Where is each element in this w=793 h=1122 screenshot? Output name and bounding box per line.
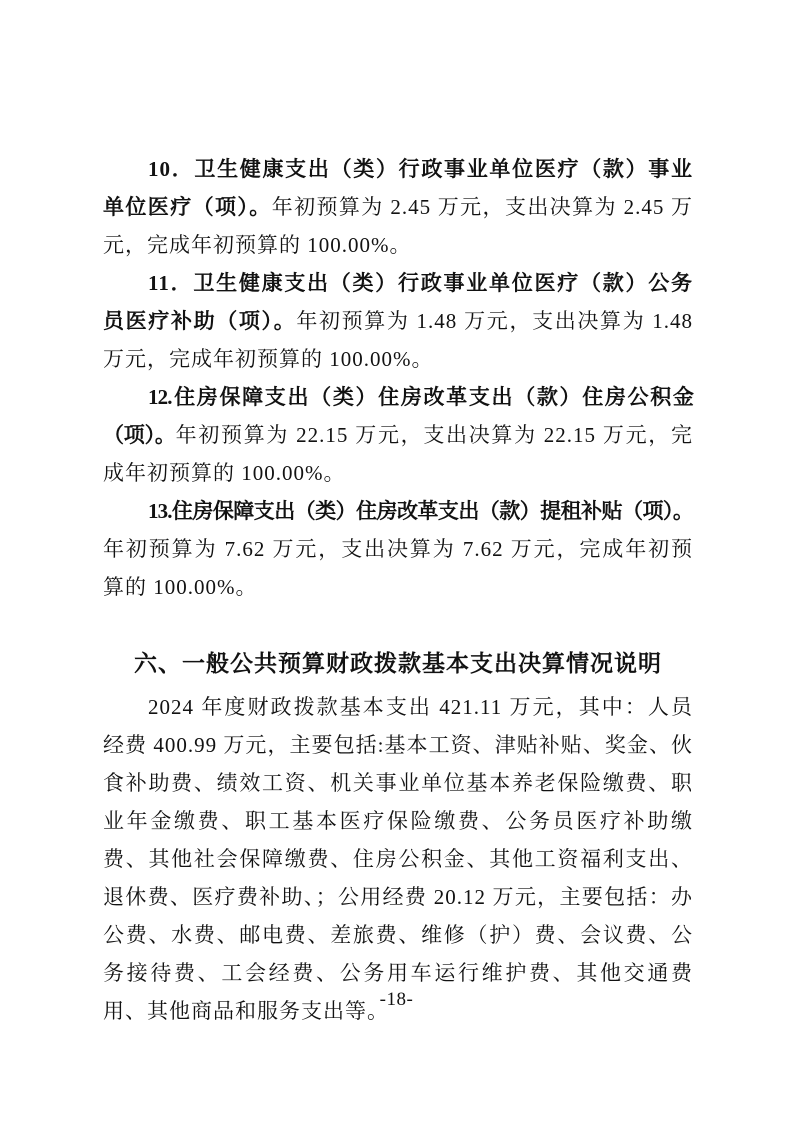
expense-item-10-title: 10．卫生健康支出（类）行政事业单位医疗（款）事业单位医疗（项）。 bbox=[103, 157, 693, 219]
expense-item-12-title: 12.住房保障支出（类）住房改革支出（款）住房公积金（项）。 bbox=[103, 385, 693, 447]
section-paragraph: 2024 年度财政拨款基本支出 421.11 万元，其中：人员经费 400.99 万元，主要包括:基本工资、津贴补贴、奖金、伙食补助费、绩效工资、机关事业单位基本养老保险缴费、职业年金缴费、职工基本医疗保险缴费、公务员医疗补助缴费、其他社会保障缴费、住房公积金、其他工资福利支出、退休费、医疗费补助、；公用经费 20.12 万元，主要包括：办公费、水费、邮电费、差旅费、维修（护）费、会议费、公务接待费、工会经费、公务用车运行维护费、其他交通费用、其他商品和服务支出等。 bbox=[103, 695, 693, 1023]
expense-item-11-title: 11．卫生健康支出（类）行政事业单位医疗（款）公务员医疗补助（项）。 bbox=[103, 271, 693, 333]
expense-item-12-text: 年初预算为 22.15 万元，支出决算为 22.15 万元，完成年初预算的 100.00%。 bbox=[103, 423, 693, 485]
page-number: -18- bbox=[379, 989, 414, 1010]
section-heading: 六、一般公共预算财政拨款基本支出决算情况说明 bbox=[134, 650, 662, 676]
expense-item-13-text: 年初预算为 7.62 万元，支出决算为 7.62 万元，完成年初预算的 100.00%。 bbox=[103, 537, 693, 599]
expense-item-10 bbox=[103, 150, 693, 264]
expense-item-12 bbox=[103, 378, 693, 492]
expense-item-13-title: 13.住房保障支出（类）住房改革支出（款）提租补贴（项）。 bbox=[148, 499, 693, 523]
document-content bbox=[103, 150, 693, 1030]
expense-item-13 bbox=[103, 492, 693, 606]
expense-item-11 bbox=[103, 264, 693, 378]
expense-item-10-text: 年初预算为 2.45 万元，支出决算为 2.45 万元，完成年初预算的 100.00%。 bbox=[103, 195, 694, 257]
expense-item-11-text: 年初预算为 1.48 万元，支出决算为 1.48 万元，完成年初预算的 100.00%。 bbox=[103, 309, 694, 371]
